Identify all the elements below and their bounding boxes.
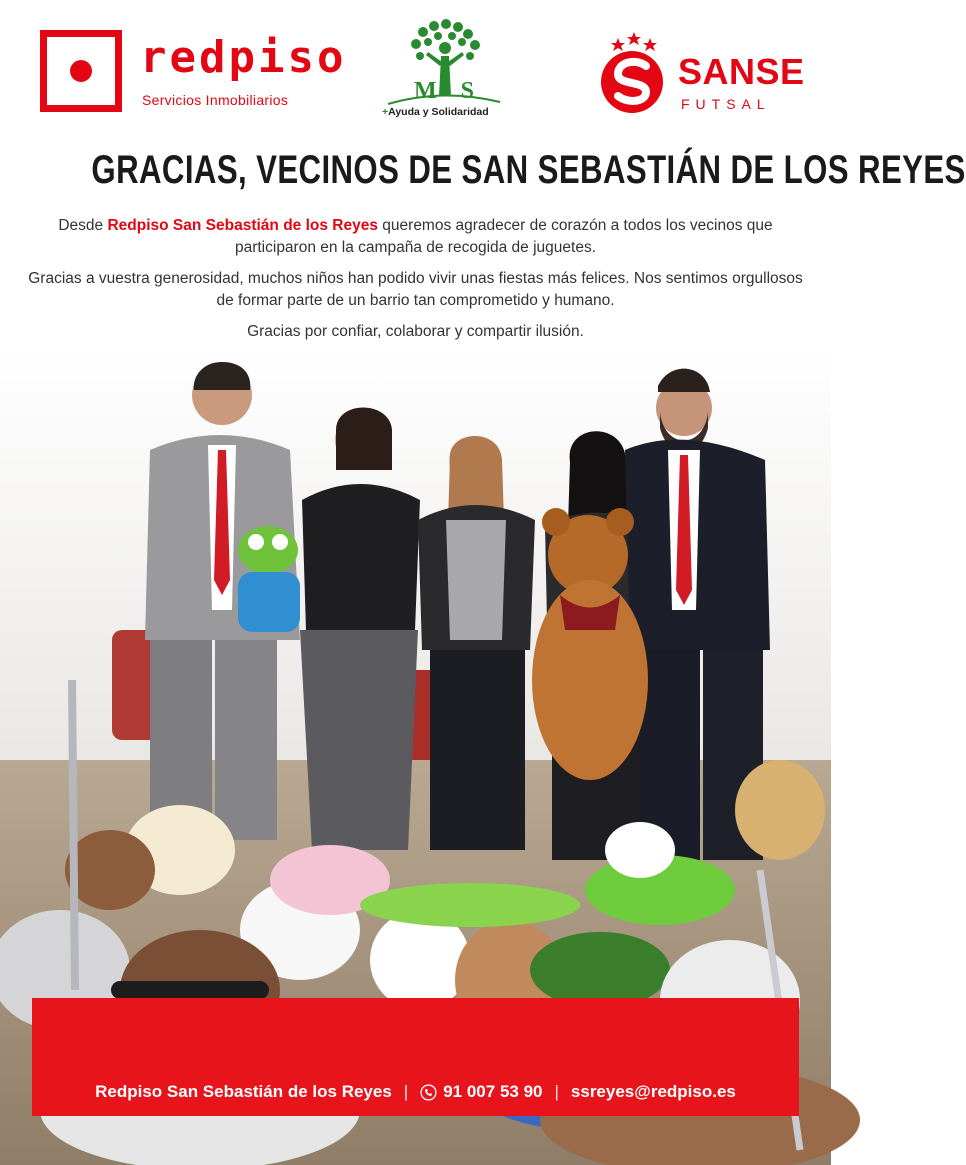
ms-logo [378, 18, 508, 122]
contact-footer [32, 998, 799, 1116]
redpiso-wordmark: redpiso [140, 32, 347, 83]
redpiso-logo [40, 30, 347, 112]
redpiso-tagline: Servicios Inmobiliarios [142, 92, 289, 108]
intro-paragraph-2: Gracias a vuestra generosidad, muchos niños han podido vivir unas fiestas más felices. Nos sentimos orgullosos de formar parte de un barrio tan comprometido y humano. [28, 270, 803, 309]
page-title: GRACIAS, VECINOS DE SAN SEBASTIÁN DE LOS REYES [91, 148, 966, 192]
redpiso-square-icon [40, 30, 122, 112]
ms-letter-m: M [414, 78, 437, 104]
phone-icon [420, 1084, 437, 1101]
email-link[interactable]: ssreyes@redpiso.es [570, 1082, 736, 1101]
separator: | [554, 1082, 559, 1101]
intro-text [20, 215, 811, 352]
separator: | [403, 1082, 409, 1101]
sanse-wordmark: SANSE [678, 51, 805, 92]
sanse-futsal-logo [596, 30, 805, 116]
intro-paragraph-3: Gracias por confiar, colaborar y compartir ilusión. [247, 323, 584, 340]
ms-tagline: +Ayuda y Solidaridad [382, 106, 489, 118]
futsal-tagline: FUTSAL [681, 96, 771, 112]
brand-name: Redpiso San Sebastián de los Reyes [107, 217, 378, 234]
intro-paragraph-1: Desde Redpiso San Sebastián de los Reyes queremos agradecer de corazón a todos los vecinos que participaron en la campaña de recogida de juguetes. [58, 217, 773, 256]
office-name: Redpiso San Sebastián de los Reyes [95, 1082, 392, 1101]
ms-letter-s: S [460, 78, 474, 104]
plus-icon: + [382, 106, 389, 118]
phone-link[interactable]: 91 007 53 90 [443, 1082, 543, 1101]
sanse-crest-icon [596, 30, 676, 116]
